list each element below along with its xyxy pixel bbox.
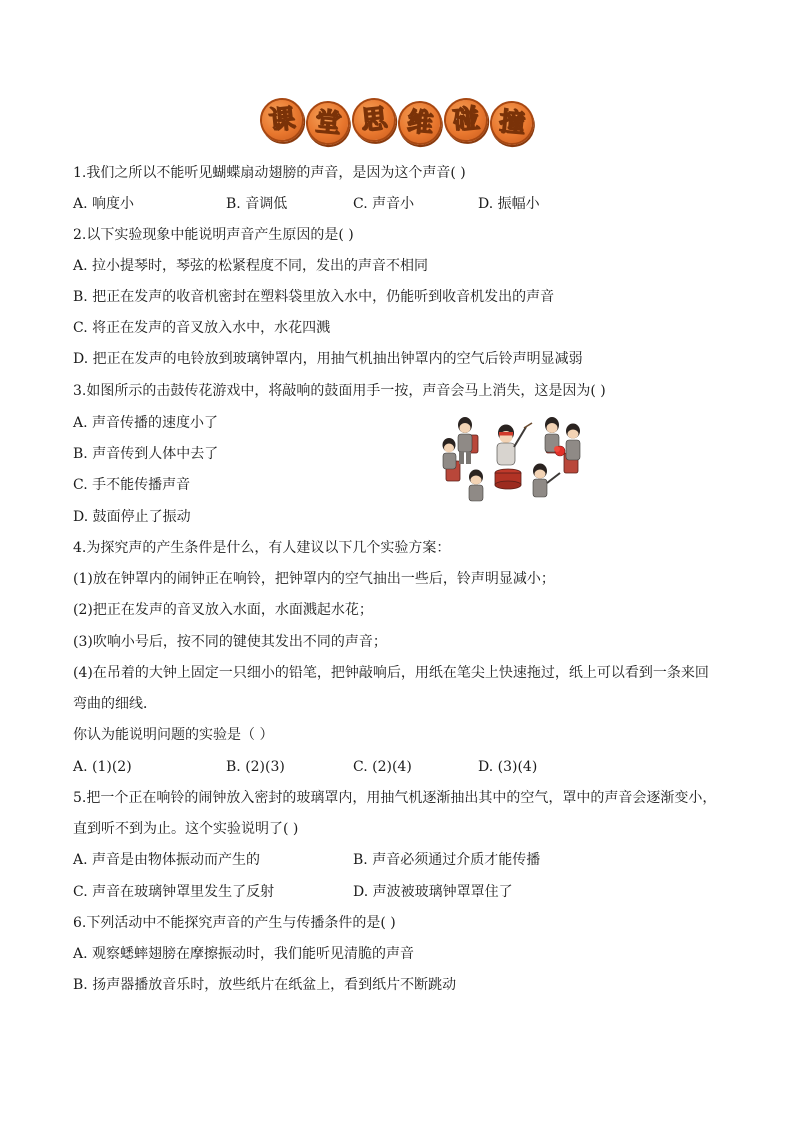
experiment-item: (1)放在钟罩内的闹钟正在响铃，把钟罩内的空气抽出一些后，铃声明显减小； <box>73 571 555 587</box>
title-char: 堂 <box>304 99 352 147</box>
page-title <box>260 98 534 145</box>
option-a[interactable]: A. 声音传播的速度小了 <box>73 415 219 431</box>
question-4-options <box>73 757 723 777</box>
option-b[interactable]: B. 把正在发声的收音机密封在塑料袋里放入水中，仍能听到收音机发出的声音 <box>73 289 555 305</box>
option-a[interactable]: A. 声音是由物体振动而产生的 <box>73 852 261 868</box>
option-c[interactable]: C. (2)(4) <box>353 759 412 775</box>
experiment-item: (4)在吊着的大钟上固定一只细小的铅笔，把钟敲响后，用纸在笔尖上快速拖过，纸上可以看到一条来回 <box>73 665 709 681</box>
option-b[interactable]: B. 声音传到人体中去了 <box>73 446 219 462</box>
option-a[interactable]: A. 观察蟋蟀翅膀在摩擦振动时，我们能听见清脆的声音 <box>73 946 415 962</box>
option-b[interactable]: B. 音调低 <box>226 196 288 212</box>
question-1-options <box>73 194 723 214</box>
question-3-stem: 3.如图所示的击鼓传花游戏中，将敲响的鼓面用手一按，声音会马上消失，这是因为( ) <box>73 383 606 399</box>
experiment-item: 弯曲的细线． <box>73 696 157 712</box>
option-a[interactable]: A. 拉小提琴时，琴弦的松紧程度不同，发出的声音不相同 <box>73 258 429 274</box>
option-d[interactable]: D. (3)(4) <box>478 759 538 775</box>
question-6-stem: 6.下列活动中不能探究声音的产生与传播条件的是( ) <box>73 915 396 931</box>
question-5-options-row-2 <box>73 882 723 902</box>
title-char: 思 <box>350 96 398 144</box>
option-b[interactable]: B. 声音必须通过介质才能传播 <box>353 852 541 868</box>
option-d[interactable]: D. 鼓面停止了振动 <box>73 509 191 525</box>
question-1-stem: 1.我们之所以不能听见蝴蝶扇动翅膀的声音，是因为这个声音( ) <box>73 165 466 181</box>
option-b[interactable]: B. (2)(3) <box>226 759 285 775</box>
title-char: 碰 <box>442 96 490 144</box>
person-figures <box>443 417 581 501</box>
option-a[interactable]: A. 响度小 <box>73 196 135 212</box>
experiment-item: (3)吹响小号后，按不同的键使其发出不同的声音； <box>73 634 387 650</box>
drum-game-illustration <box>440 413 588 505</box>
option-d[interactable]: D. 声波被玻璃钟罩罩住了 <box>353 884 513 900</box>
option-a[interactable]: A. (1)(2) <box>73 759 132 775</box>
question-4-ask: 你认为能说明问题的实验是（ ） <box>73 727 274 743</box>
question-5-stem-cont: 直到听不到为止。这个实验说明了( ) <box>73 821 299 837</box>
option-b[interactable]: B. 扬声器播放音乐时，放些纸片在纸盆上，看到纸片不断跳动 <box>73 977 457 993</box>
title-banner <box>0 98 794 145</box>
option-c[interactable]: C. 声音在玻璃钟罩里发生了反射 <box>73 884 275 900</box>
experiment-item: (2)把正在发声的音叉放入水面，水面溅起水花； <box>73 602 373 618</box>
question-5-stem: 5.把一个正在响铃的闹钟放入密封的玻璃罩内，用抽气机逐渐抽出其中的空气，罩中的声音会逐渐变小， <box>73 790 717 806</box>
title-char: 维 <box>396 99 444 147</box>
option-d[interactable]: D. 把正在发声的电铃放到玻璃钟罩内，用抽气机抽出钟罩内的空气后铃声明显减弱 <box>73 351 583 367</box>
option-c[interactable]: C. 手不能传播声音 <box>73 477 191 493</box>
option-d[interactable]: D. 振幅小 <box>478 196 540 212</box>
question-4-stem: 4.为探究声的产生条件是什么，有人建议以下几个实验方案： <box>73 540 451 556</box>
title-char: 撞 <box>488 99 536 147</box>
question-2-stem: 2.以下实验现象中能说明声音产生原因的是( ) <box>73 227 354 243</box>
option-c[interactable]: C. 声音小 <box>353 196 415 212</box>
title-char: 课 <box>258 96 306 144</box>
option-c[interactable]: C. 将正在发声的音叉放入水中，水花四溅 <box>73 320 331 336</box>
question-5-options-row-1 <box>73 850 723 870</box>
